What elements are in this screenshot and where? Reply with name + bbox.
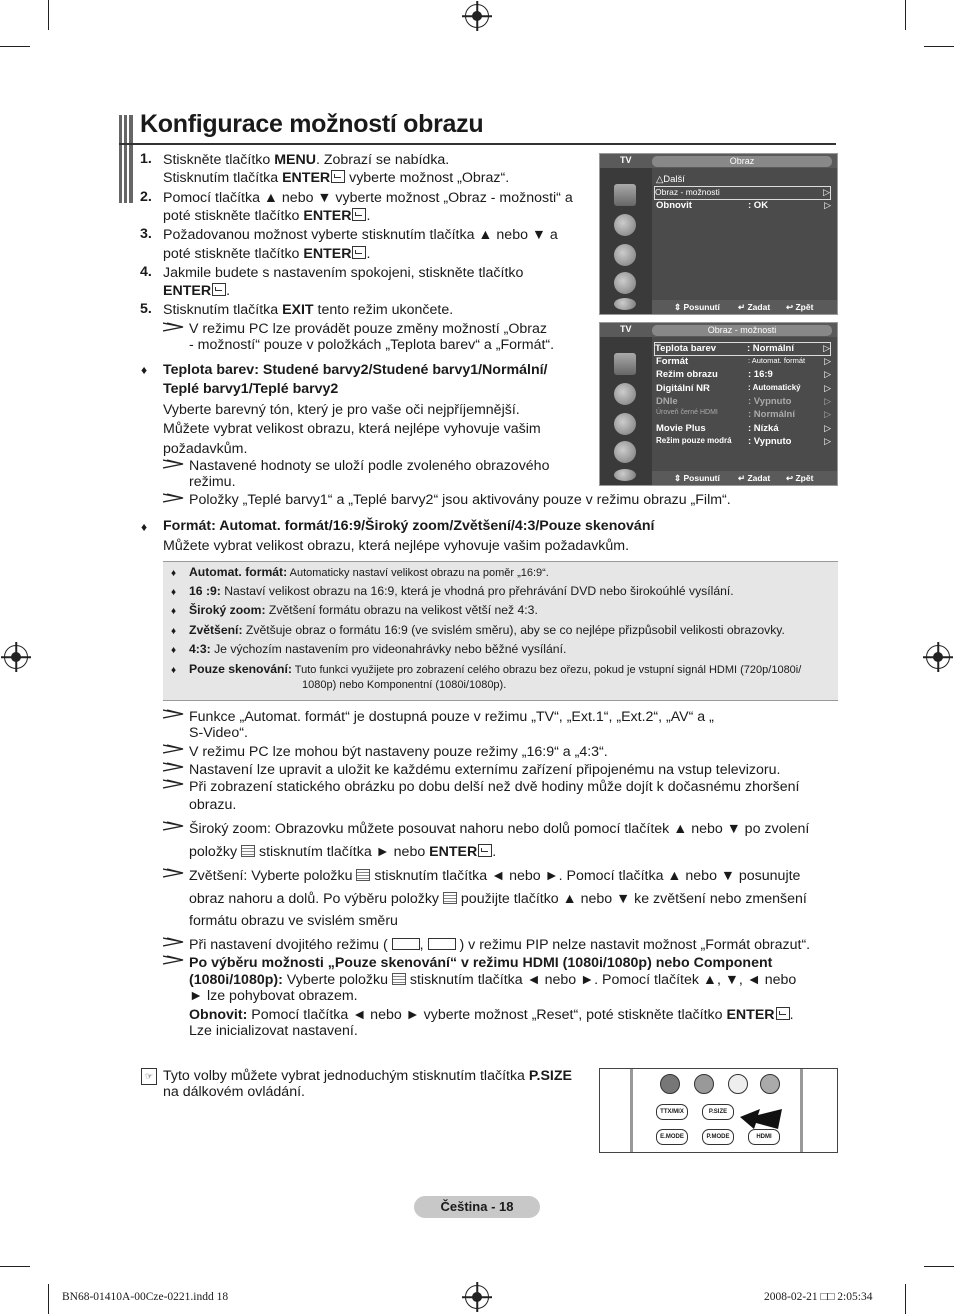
menu-item-blue-only[interactable]: Režim pouze modrá : Vypnuto ▷ [656, 436, 831, 447]
format-option: Zvětšení: Zvětšuje obraz o formátu 16:9 (ve svislém směru), aby se co nejlépe přizpůsobil velikosti obrazovky. [189, 623, 785, 637]
teplota-text-2: Můžete vybrat velikost obrazu, která nejlépe vyhovuje vašim [163, 421, 541, 437]
diamond-bullet-icon: ♦ [171, 645, 177, 656]
footer-move: ⇕ Posunutí [674, 302, 720, 312]
format-option: 4:3: Je výchozím nastavením pro videonahrávky nebo běžné vysílání. [189, 642, 567, 656]
footer-enter: ↵ Zadat [738, 302, 771, 312]
teplota-note-1b: režimu. [189, 474, 236, 490]
note-zoom-2: obraz nahoru a dolů. Po výběru položky použijte tlačítko ▲ nebo ▼ ke zvětšení nebo zmenšení [189, 891, 807, 907]
p-mode-button[interactable]: P.MODE [702, 1129, 734, 1145]
menu-tv-label: TV [620, 324, 632, 334]
diamond-bullet-icon: ♦ [171, 665, 177, 676]
crop-mark [905, 0, 906, 30]
crop-mark [0, 1266, 30, 1267]
format-text: Můžete vybrat velikost obrazu, která nejlépe vyhovuje vašim požadavkům. [163, 538, 630, 554]
menu-footer [652, 471, 837, 485]
note-pip: Při nastavení dvojitého režimu ( , ) v režimu PIP nelze nastavit možnost „Formát obrazut“. [189, 937, 811, 953]
note-arrow-icon [163, 493, 185, 503]
sound-icon[interactable] [614, 383, 636, 405]
size-icon [443, 892, 457, 904]
menu-item-screen-mode[interactable]: Režim obrazu : 16:9 ▷ [656, 369, 831, 380]
note-static-image-2: obrazu. [189, 797, 237, 813]
note-pc-modes: V režimu PC lze mohou být nastaveny pouze režimy „16:9“ a „4:3“. [189, 744, 608, 760]
note-pc-line-2: - možností“ pouze v položkách „Teplota barev“ a „Formát“. [189, 337, 555, 353]
menu-item-dnie[interactable]: DNIe : Vypnuto ▷ [656, 396, 831, 407]
step-number: 5. [140, 301, 152, 317]
note-arrow-icon [163, 762, 185, 772]
step-2-line-1: Pomocí tlačítka ▲ nebo ▼ vyberte možnost „Obraz - možnosti“ a [163, 190, 573, 206]
ttx-mix-button[interactable]: TTX/MIX [656, 1104, 688, 1120]
step-1-line-2: Stisknutím tlačítka ENTER vyberte možnost „Obraz“. [163, 170, 510, 186]
picture-icon[interactable] [614, 353, 636, 375]
teplota-heading-2: Teplé barvy1/Teplé barvy2 [163, 381, 339, 397]
step-number: 3. [140, 226, 152, 242]
step-4-line-2: ENTER . [163, 283, 231, 299]
registration-mark-icon [926, 645, 950, 669]
tv-menu-picture [599, 153, 838, 315]
channel-icon[interactable] [614, 413, 636, 435]
step-4-line-1: Jakmile budete s nastavením spokojeni, stiskněte tlačítko [163, 265, 524, 281]
format-option: 16 :9: Nastaví velikost obrazu na 16:9, která je vhodná pro přehrávání DVD nebo širokoúhlé vysílání. [189, 584, 734, 598]
teplota-heading-1: Teplota barev: Studené barvy2/Studené barvy1/Normální/ [163, 362, 548, 378]
tv-menu-picture-options [599, 322, 838, 486]
note-wide-zoom-2: položky stisknutím tlačítka ► nebo ENTER . [189, 844, 497, 860]
p-size-button[interactable]: P.SIZE [702, 1104, 734, 1120]
registration-mark-icon [4, 645, 28, 669]
green-button[interactable] [694, 1074, 714, 1094]
enter-icon [212, 283, 226, 296]
diamond-bullet-icon: ♦ [171, 587, 177, 598]
enter-icon [352, 246, 366, 259]
footer-move: ⇕ Posunutí [674, 473, 720, 483]
format-option: Široký zoom: Zvětšení formátu obrazu na velikost větší než 4:3. [189, 603, 538, 617]
diamond-bullet-icon: ♦ [171, 606, 177, 617]
note-auto-format-2: S-Video“. [189, 725, 248, 741]
step-number: 2. [140, 189, 152, 205]
menu-title: Obraz [652, 156, 832, 167]
menu-title: Obraz - možnosti [652, 325, 832, 336]
note-arrow-icon [163, 744, 185, 754]
format-option-continuation: 1080p) nebo Komponentní (1080i/1080p). [302, 679, 507, 691]
note-arrow-icon [163, 459, 185, 469]
format-options-box [163, 561, 838, 701]
step-number: 4. [140, 264, 152, 280]
note-reset-1: Obnovit: Pomocí tlačítka ◄ nebo ► vyberte možnost „Reset“, poté stiskněte tlačítko ENTER . [189, 1007, 794, 1023]
blue-button[interactable] [760, 1074, 780, 1094]
note-wide-zoom-1: Široký zoom: Obrazovku můžete posouvat nahoru nebo dolů pomocí tlačítek ▲ nebo ▼ po zvolení [189, 821, 810, 837]
setup-icon[interactable] [614, 272, 636, 294]
input-icon[interactable] [614, 298, 636, 310]
step-number: 1. [140, 151, 152, 167]
note-reset-2: Lze inicializovat nastavení. [189, 1023, 358, 1039]
menu-item-digital-nr[interactable]: Digitální NR : Automatický ▷ [656, 383, 831, 394]
teplota-text-1: Vyberte barevný tón, který je pro vaše oči nejpříjemnější. [163, 402, 520, 418]
red-button[interactable] [660, 1074, 680, 1094]
menu-item-hdmi-black[interactable]: Úroveň černé HDMI : Normální ▷ [656, 409, 831, 420]
crop-mark [48, 0, 49, 30]
format-heading: Formát: Automat. formát/16:9/Široký zoom/Zvětšení/4:3/Pouze skenování [163, 518, 655, 534]
format-option: Automat. formát: Automaticky nastaví velikost obrazu na poměr „16:9“. [189, 565, 549, 579]
note-arrow-icon [163, 779, 185, 789]
teplota-note-2: Položky „Teplé barvy1“ a „Teplé barvy2“ jsou aktivovány pouze v režimu obrazu „Film“. [189, 492, 731, 508]
picture-icon[interactable] [614, 184, 636, 206]
position-icon [356, 869, 370, 881]
menu-item-reset[interactable]: Obnovit : OK ▷ [656, 200, 831, 211]
e-mode-button[interactable]: E.MODE [656, 1129, 688, 1145]
note-arrow-icon [163, 322, 185, 332]
note-scan-3: ► lze pohybovat obrazem. [189, 988, 358, 1004]
note-pc-line-1: V režimu PC lze provádět pouze změny možností „Obraz [189, 321, 547, 337]
teplota-note-1a: Nastavené hodnoty se uloží podle zvoleného obrazového [189, 458, 550, 474]
diamond-bullet-icon: ♦ [141, 520, 148, 534]
menu-header [600, 323, 837, 337]
pip-double-icon [392, 938, 420, 950]
note-save-settings: Nastavení lze upravit a uložit ke každému externímu zařízení připojenému na vstup televizoru. [189, 762, 781, 778]
hand-tip-icon: ☞ [141, 1068, 157, 1085]
enter-icon [352, 208, 366, 221]
footer-back: ↩ Zpět [786, 302, 814, 312]
title-rule [119, 143, 836, 145]
menu-sidebar [600, 337, 652, 485]
menu-tv-label: TV [620, 155, 632, 165]
note-static-image-1: Při zobrazení statického obrázku po dobu delší než dvě hodiny může dojít k dočasnému zhoršení [189, 779, 800, 795]
diamond-bullet-icon: ♦ [171, 626, 177, 637]
note-zoom-3: formátu obrazu ve svislém směru [189, 913, 398, 929]
menu-item-more[interactable]: △Další [656, 174, 685, 185]
tip-line-1: Tyto volby můžete vybrat jednoduchým stisknutím tlačítka P.SIZE [163, 1068, 572, 1084]
setup-icon[interactable] [614, 441, 636, 463]
note-arrow-icon [163, 821, 185, 831]
teplota-text-3: požadavkům. [163, 441, 248, 457]
note-arrow-icon [163, 709, 185, 719]
note-auto-format-1: Funkce „Automat. formát“ je dostupná pouze v režimu „TV“, „Ext.1“, „Ext.2“, „AV“ a „ [189, 709, 714, 725]
hdmi-button[interactable]: HDMI [748, 1129, 780, 1145]
enter-icon [331, 170, 345, 183]
registration-mark-icon [465, 4, 489, 28]
remote-control-illustration [599, 1068, 838, 1153]
crop-mark [905, 1284, 906, 1314]
file-slug: BN68-01410A-00Cze-0221.indd 18 [62, 1291, 229, 1303]
note-arrow-icon [163, 937, 185, 947]
step-1-line-1: Stiskněte tlačítko MENU. Zobrazí se nabídka. [163, 152, 450, 168]
menu-footer [652, 300, 837, 314]
page-title: Konfigurace možností obrazu [140, 110, 484, 138]
step-5-line-1: Stisknutím tlačítka EXIT tento režim ukončete. [163, 302, 454, 318]
page-number: Čeština - 18 [414, 1196, 540, 1218]
menu-sidebar [600, 168, 652, 314]
position-icon [392, 973, 406, 985]
channel-icon[interactable] [614, 244, 636, 266]
format-option: Pouze skenování: Tuto funkci využijete pro zobrazení celého obrazu bez ořezu, pokud je vstupní signál HDMI (720p/1080i/ [189, 662, 802, 676]
remote-edge [800, 1069, 803, 1152]
footer-enter: ↵ Zadat [738, 473, 771, 483]
note-arrow-icon [163, 955, 185, 965]
menu-item-size[interactable]: Formát : Automat. formát ▷ [656, 356, 831, 367]
note-zoom-1: Zvětšení: Vyberte položku stisknutím tlačítka ◄ nebo ►. Pomocí tlačítka ▲ nebo ▼ posunujte [189, 868, 801, 884]
yellow-button[interactable] [728, 1074, 748, 1094]
input-icon[interactable] [614, 469, 636, 481]
menu-item-picture-options[interactable]: Obraz - možnosti ▷ [654, 186, 831, 200]
step-3-line-1: Požadovanou možnost vyberte stisknutím tlačítka ▲ nebo ▼ a [163, 227, 558, 243]
menu-header [600, 154, 837, 168]
crop-mark [0, 46, 30, 47]
pip-double-icon [428, 938, 456, 950]
step-2-line-2: poté stiskněte tlačítko ENTER . [163, 208, 371, 224]
menu-body [652, 168, 837, 300]
enter-icon [776, 1007, 790, 1020]
position-icon [241, 845, 255, 857]
note-scan-1: Po výběru možnosti „Pouze skenování“ v režimu HDMI (1080i/1080p) nebo Component [189, 955, 773, 971]
menu-item-movie-plus[interactable]: Movie Plus : Nízká ▷ [656, 423, 831, 434]
remote-edge [630, 1069, 633, 1152]
note-scan-2: (1080i/1080p): Vyberte položku stisknutím tlačítka ◄ nebo ►. Pomocí tlačítek ▲, ▼, ◄ nebo [189, 972, 797, 988]
step-3-line-2: poté stiskněte tlačítko ENTER . [163, 246, 371, 262]
footer-back: ↩ Zpět [786, 473, 814, 483]
diamond-bullet-icon: ♦ [141, 363, 148, 377]
crop-mark [48, 1284, 49, 1314]
crop-mark [924, 1266, 954, 1267]
tip-line-2: na dálkovém ovládání. [163, 1084, 305, 1100]
date-slug: 2008-02-21 □□ 2:05:34 [764, 1291, 873, 1303]
diamond-bullet-icon: ♦ [171, 568, 177, 579]
pointer-arrow-icon [738, 1103, 788, 1135]
crop-mark [924, 46, 954, 47]
note-arrow-icon [163, 868, 185, 878]
menu-body [652, 337, 837, 471]
sound-icon[interactable] [614, 214, 636, 236]
menu-item-color-tone[interactable]: Teplota barev : Normální ▷ [655, 343, 830, 354]
registration-mark-icon [465, 1285, 489, 1309]
enter-icon [478, 844, 492, 857]
